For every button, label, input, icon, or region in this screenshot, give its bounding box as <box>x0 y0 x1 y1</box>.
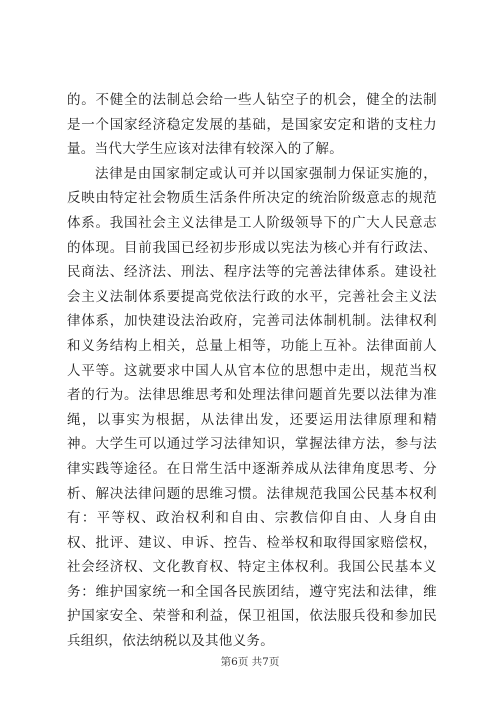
document-body <box>67 88 437 654</box>
paragraph-law-definition: 法律是由国家制定或认可并以国家强制力保证实施的，反映由特定社会物质生活条件所决定的统治阶级意志的规范体系。我国社会主义法律是工人阶级领导下的广大人民意志的体现。目前我国已经初步形成以宪法为核心并有行政法、民商法、经济法、刑法、程序法等的完善法律体系。建设社会主义法制体系要提高党依法行政的水平，完善社会主义法律体系，加快建设法治政府，完善司法体制机制。法律权利和义务结构上相关，总量上相等，功能上互补。法律面前人人平等。这就要求中国人从官本位的思想中走出，规范当权者的行为。法律思维思考和处理法律问题首先要以法律为准绳，以事实为根据，从法律出发，还要运用法律原理和精神。大学生可以通过学习法律知识，掌握法律方法，参与法律实践等途径。在日常生活中逐渐养成从法律角度思考、分析、解决法律问题的思维习惯。法律规范我国公民基本权利有：平等权、政治权利和自由、宗教信仰自由、人身自由权、批评、建议、申诉、控告、检举权和取得国家赔偿权，社会经济权、文化教育权、特定主体权利。我国公民基本义务：维护国家统一和全国各民族团结，遵守宪法和法律，维护国家安全、荣誉和利益，保卫祖国，依法服兵役和参加民兵组织，依法纳税以及其他义务。 <box>67 165 437 650</box>
page-number-footer: 第6页 共7页 <box>220 656 280 668</box>
paragraph-continuation: 的。不健全的法制总会给一些人钻空子的机会，健全的法制是一个国家经济稳定发展的基础，是国家安定和谐的支柱力量。当代大学生应该对法律有较深入的了解。 <box>67 92 437 158</box>
